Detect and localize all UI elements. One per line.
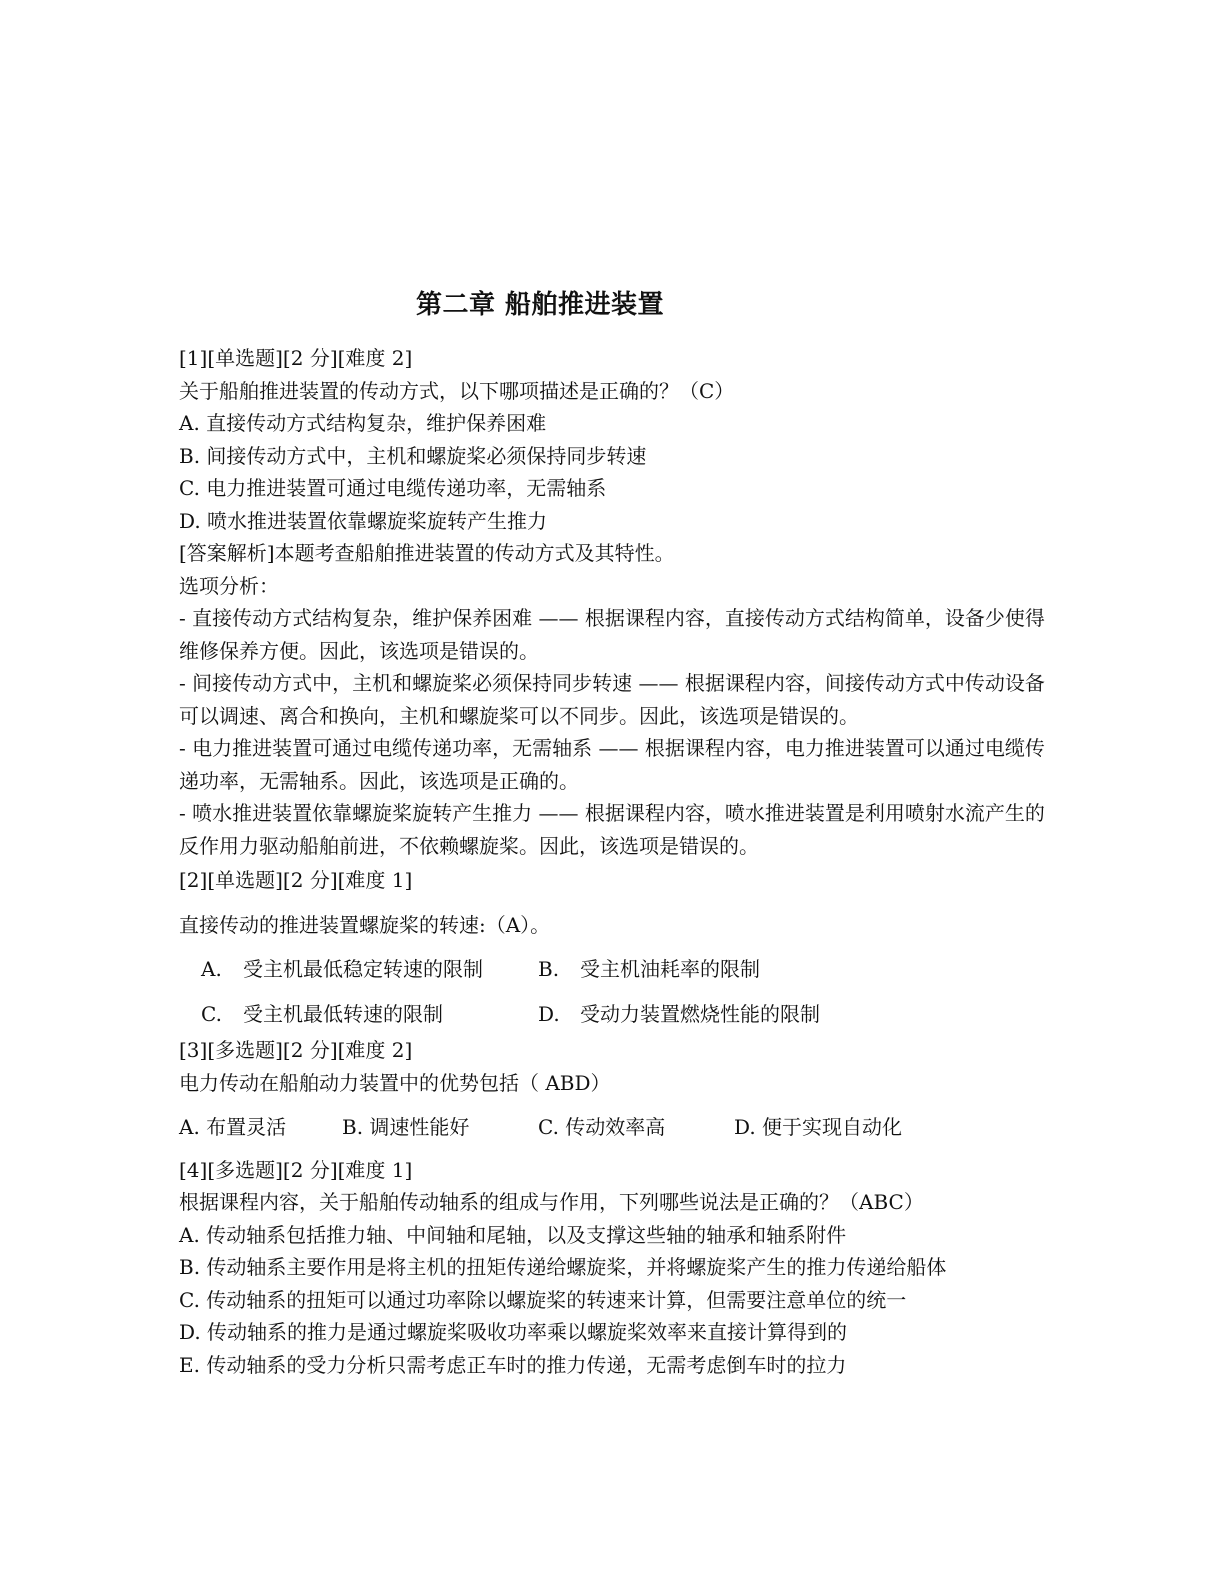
option-d: D. 喷水推进装置依靠螺旋桨旋转产生推力 [179, 508, 548, 533]
option-a-text: 受主机最低稳定转速的限制 [243, 957, 483, 981]
question-text: 电力传动在船舶动力装置中的优势包括（ ABD） [179, 1070, 611, 1095]
document-body [179, 342, 1049, 1381]
question-header: [4][多选题][2 分][难度 1] [179, 1157, 413, 1182]
option-c: C. 传动轴系的扭矩可以通过功率除以螺旋桨的转速来计算，但需要注意单位的统一 [179, 1287, 907, 1312]
option-d-letter: D. [538, 1001, 560, 1026]
question-header: [1][单选题][2 分][难度 2] [179, 346, 413, 370]
question-header: [2][单选题][2 分][难度 1] [179, 868, 413, 892]
analysis-item: - 电力推进装置可通过电缆传递功率，无需轴系 —— 根据课程内容，电力推进装置可以通过电缆传递功率，无需轴系。因此，该选项是正确的。 [179, 736, 1045, 793]
option-row-1 [179, 953, 1049, 986]
option-d: D. 便于实现自动化 [734, 1115, 903, 1139]
option-e: E. 传动轴系的受力分析只需考虑正车时的推力传递，无需考虑倒车时的拉力 [179, 1352, 847, 1377]
option-row [179, 1111, 1049, 1144]
option-c: C. 电力推进装置可通过电缆传递功率，无需轴系 [179, 476, 607, 500]
option-c: C. 传动效率高 [538, 1115, 666, 1139]
option-a: A. 传动轴系包括推力轴、中间轴和尾轴，以及支撑这些轴的轴承和轴系附件 [179, 1222, 847, 1247]
analysis-subtitle: 选项分析： [179, 573, 279, 598]
option-c-letter: C. [201, 1001, 222, 1026]
question-text: 根据课程内容，关于船舶传动轴系的组成与作用，下列哪些说法是正确的？（ABC） [179, 1190, 924, 1214]
option-b-text: 受主机油耗率的限制 [580, 957, 760, 981]
question-1 [179, 342, 1049, 862]
option-c-text: 受主机最低转速的限制 [243, 1001, 443, 1026]
option-a: A. 直接传动方式结构复杂，维护保养困难 [179, 411, 547, 435]
option-b: B. 调速性能好 [342, 1115, 470, 1139]
analysis-title: [答案解析]本题考查船舶推进装置的传动方式及其特性。 [179, 541, 675, 565]
question-3 [179, 1034, 1049, 1144]
question-4 [179, 1154, 1049, 1382]
analysis-item: - 直接传动方式结构复杂，维护保养困难 —— 根据课程内容，直接传动方式结构简单，设备少使得维修保养方便。因此，该选项是错误的。 [179, 606, 1045, 663]
option-b: B. 传动轴系主要作用是将主机的扭矩传递给螺旋桨，并将螺旋桨产生的推力传递给船体 [179, 1255, 947, 1279]
question-2 [179, 864, 1049, 1030]
analysis-item: - 间接传动方式中，主机和螺旋桨必须保持同步转速 —— 根据课程内容，间接传动方式中传动设备可以调速、离合和换向，主机和螺旋桨可以不同步。因此，该选项是错误的。 [179, 671, 1045, 728]
option-a: A. 布置灵活 [179, 1115, 287, 1139]
option-b: B. 间接传动方式中，主机和螺旋桨必须保持同步转速 [179, 443, 647, 468]
page-title: 第二章 船舶推进装置 [415, 290, 665, 320]
analysis-item: - 喷水推进装置依靠螺旋桨旋转产生推力 —— 根据课程内容，喷水推进装置是利用喷射水流产生的反作用力驱动船舶前进，不依赖螺旋桨。因此，该选项是错误的。 [179, 801, 1045, 858]
option-b-letter: B. [538, 957, 560, 981]
option-d: D. 传动轴系的推力是通过螺旋桨吸收功率乘以螺旋桨效率来直接计算得到的 [179, 1320, 848, 1344]
question-header: [3][多选题][2 分][难度 2] [179, 1038, 413, 1062]
option-row-2 [179, 998, 1049, 1031]
question-text: 关于船舶推进装置的传动方式，以下哪项描述是正确的？（C） [179, 378, 735, 403]
question-text: 直接传动的推进装置螺旋桨的转速:（A）。 [179, 912, 551, 937]
option-d-text: 受动力装置燃烧性能的限制 [580, 1001, 820, 1026]
option-a-letter: A. [201, 957, 222, 981]
